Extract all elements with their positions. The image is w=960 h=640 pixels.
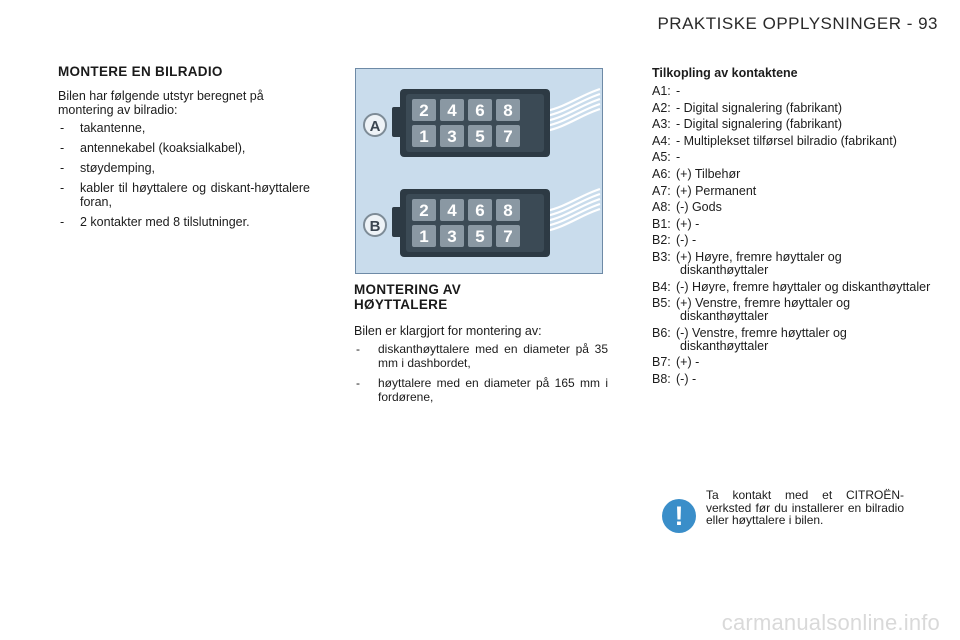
speakers-heading-line1: MONTERING AV [354, 282, 462, 297]
pin-code: B4: [652, 279, 671, 294]
connections-section [652, 66, 932, 390]
pin-description: - Digital signalering (fabrikant) [676, 117, 843, 132]
pin-row [652, 251, 932, 277]
pin-row [652, 85, 932, 98]
pin-row [652, 201, 932, 214]
exclamation-icon [662, 499, 696, 533]
pin-description: - Digital signalering (fabrikant) [676, 100, 843, 115]
page-header: PRAKTISKE OPPLYSNINGER - 93 [657, 14, 938, 33]
pin-code: A3: [652, 117, 671, 132]
pin-row [652, 168, 932, 181]
pin-code: A6: [652, 166, 671, 181]
watermark: carmanualsonline.info [721, 610, 940, 635]
pin-description: (+) Venstre, fremre høyttaler og diskanthøyttaler [676, 296, 851, 324]
pin-number: 8 [503, 101, 513, 120]
connections-title: Tilkopling av kontaktene [652, 66, 798, 80]
pin-number: 8 [503, 201, 513, 220]
pin-description: (-) Venstre, fremre høyttaler og diskanthøyttaler [676, 325, 847, 353]
pin-number: 7 [503, 127, 513, 146]
pin-description: (-) Gods [676, 200, 722, 215]
pin-number: 5 [475, 127, 485, 146]
wire [546, 204, 600, 226]
pin-code: B6: [652, 325, 671, 340]
pin-description: (-) - [676, 371, 697, 386]
pin-description: - [676, 150, 681, 165]
pin-description: (+) - [676, 355, 700, 370]
pin-number: 6 [475, 101, 485, 120]
pin-description: (-) - [676, 233, 697, 248]
speakers-list [354, 342, 608, 404]
note-text: Ta kontakt med et CITROËN-verksted før du installerer en bilradio eller høyttalere i bilen. [706, 488, 904, 527]
pin-assignment-list [652, 85, 932, 386]
pin-code: B1: [652, 216, 671, 231]
pin-code: A8: [652, 200, 671, 215]
pin-number: 2 [419, 201, 429, 220]
pin-number: 1 [419, 227, 429, 246]
wire [546, 109, 600, 131]
pin-row [652, 102, 932, 115]
pin-code: A2: [652, 100, 671, 115]
pin-code: A5: [652, 150, 671, 165]
pin-row [652, 356, 932, 369]
pin-description: (+) Tilbehør [676, 166, 741, 181]
connector-label: B [369, 218, 381, 235]
pin-code: B2: [652, 233, 671, 248]
speakers-heading-line2: HØYTTALERE [354, 297, 448, 312]
wire [546, 209, 600, 231]
radio-equipment-list [58, 121, 310, 229]
pin-row [652, 185, 932, 198]
pin-code: B5: [652, 296, 671, 311]
connector-latch [392, 107, 404, 137]
pin-code: B8: [652, 371, 671, 386]
pin-number: 4 [447, 101, 457, 120]
pin-number: 1 [419, 127, 429, 146]
radio-heading: MONTERE EN BILRADIO [58, 64, 223, 79]
exclamation-glyph: ! [674, 501, 684, 531]
connector-label: A [369, 118, 381, 135]
connector-latch [392, 207, 404, 237]
speakers-section [354, 282, 608, 410]
pin-row [652, 327, 932, 353]
pin-description: (+) Høyre, fremre høyttaler og diskanthøyttaler [676, 249, 842, 277]
pin-code: A7: [652, 183, 671, 198]
pin-code: B3: [652, 249, 671, 264]
wire [546, 99, 600, 121]
pin-number: 7 [503, 227, 513, 246]
warning-note [662, 488, 904, 531]
pin-row [652, 218, 932, 231]
pin-row [652, 297, 932, 323]
pin-code: B7: [652, 355, 671, 370]
speakers-heading [354, 282, 608, 312]
pin-description: (+) - [676, 216, 700, 231]
pin-row [652, 151, 932, 164]
list-item: - diskanthøyttalere med en diameter på 35 mm i dashbordet, [354, 342, 608, 370]
pin-description: (+) Permanent [676, 183, 757, 198]
list-item: - støydemping, [58, 161, 310, 175]
pin-row [652, 373, 932, 386]
radio-section [58, 64, 310, 235]
pin-number: 5 [475, 227, 485, 246]
speakers-intro: Bilen er klargjort for montering av: [354, 324, 542, 338]
wire [546, 199, 600, 221]
pin-number: 3 [447, 227, 457, 246]
pin-number: 3 [447, 127, 457, 146]
pin-row [652, 135, 932, 148]
list-item: - kabler til høyttalere og diskant-høyttalere foran, [58, 181, 310, 209]
pin-number: 6 [475, 201, 485, 220]
wire [546, 104, 600, 126]
connector-illustration [355, 68, 603, 274]
list-item: - 2 kontakter med 8 tilslutninger. [58, 215, 310, 229]
pin-description: - [676, 84, 681, 98]
pin-row [652, 234, 932, 247]
pin-row [652, 281, 932, 294]
pin-number: 2 [419, 101, 429, 120]
pin-number: 4 [447, 201, 457, 220]
list-item: - takantenne, [58, 121, 310, 135]
pin-code: A1: [652, 84, 671, 98]
radio-intro: Bilen har følgende utstyr beregnet på montering av bilradio: [58, 89, 264, 117]
pin-description: - Multiplekset tilførsel bilradio (fabrikant) [676, 133, 897, 148]
pin-description: (-) Høyre, fremre høyttaler og diskanthøyttaler [676, 279, 931, 294]
list-item: - antennekabel (koaksialkabel), [58, 141, 310, 155]
list-item: - høyttalere med en diameter på 165 mm i fordørene, [354, 376, 608, 404]
connector-diagram [356, 69, 602, 273]
pin-code: A4: [652, 133, 671, 148]
pin-row [652, 118, 932, 131]
